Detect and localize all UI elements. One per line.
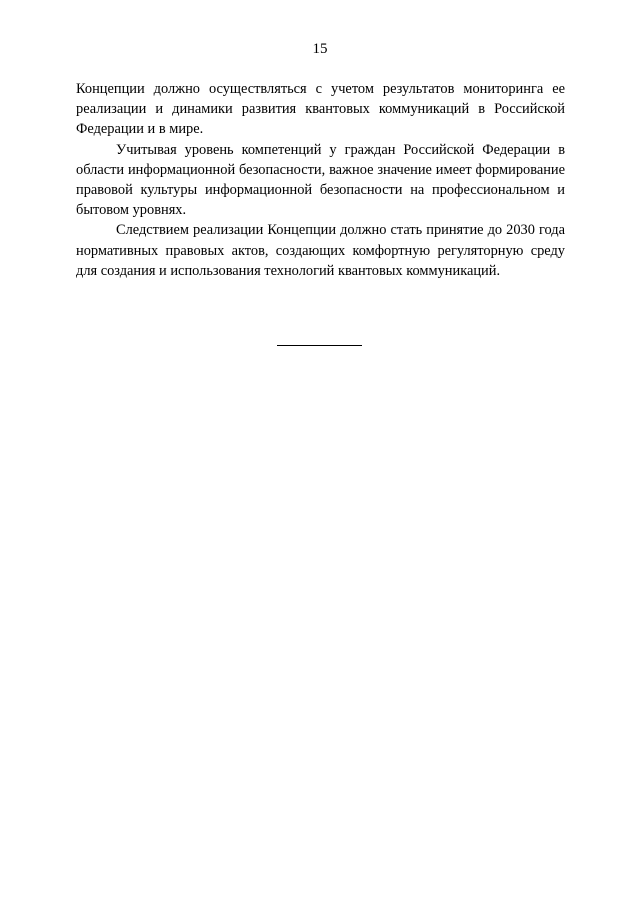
page-number: 15 — [312, 41, 328, 57]
paragraph-continuation: Концепции должно осуществляться с учетом результатов мониторинга ее реализации и динамики развития квантовых коммуникаций в Российской Федерации и в мире. — [76, 81, 565, 138]
paragraph-regulatory-acts: Следствием реализации Концепции должно стать принятие до 2030 года нормативных правовых актов, создающих комфортную регуляторную среду для создания и использования технологий квантовых коммуникаций. — [76, 222, 565, 279]
document-body — [76, 79, 565, 281]
end-of-document-rule — [277, 345, 362, 346]
paragraph-competencies: Учитывая уровень компетенций у граждан Российской Федерации в области информационной безопасности, важное значение имеет формирование правовой культуры информационной безопасности на профессиональном и бытовом уровнях. — [76, 141, 565, 219]
